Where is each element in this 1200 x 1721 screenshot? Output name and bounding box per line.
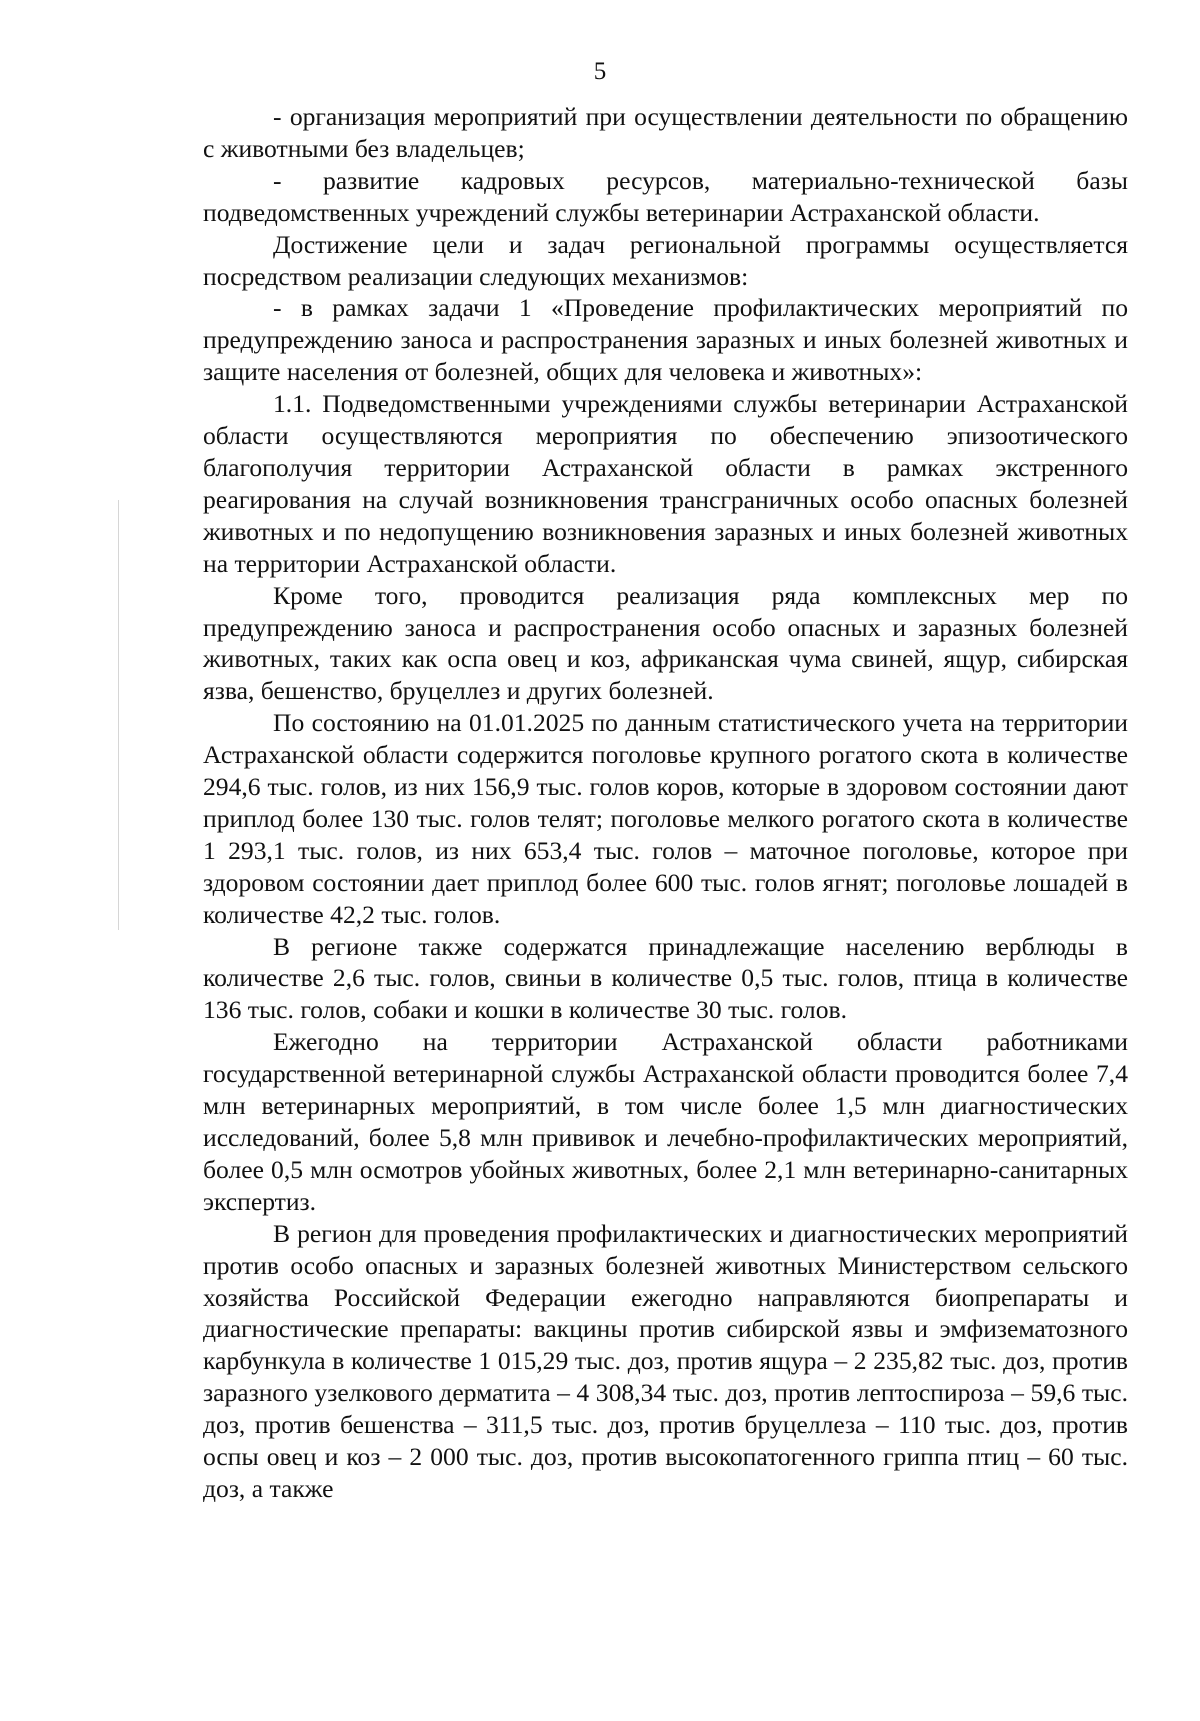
body-text xyxy=(203,101,1128,1505)
paragraph: - развитие кадровых ресурсов, материально-технической базы подведомственных учреждений службы ветеринарии Астраханской области. xyxy=(203,165,1128,227)
paragraph: - организация мероприятий при осуществлении деятельности по обращению с животными без владельцев; xyxy=(203,102,1128,163)
paragraph: - в рамках задачи 1 «Проведение профилактических мероприятий по предупреждению заноса и распространения заразных и иных болезней животных и защите населения от болезней, общих для человека и животных»: xyxy=(203,293,1128,387)
paragraph: Ежегодно на территории Астраханской области работниками государственной ветеринарной службы Астраханской области проводится более 7,4 млн ветеринарных мероприятий, в том числе более 1,5 млн диагностических исследований, более 5,8 млн прививок и лечебно-профилактических мероприятий, более 0,5 млн осмотров убойных животных, более 2,1 млн ветеринарно-санитарных экспертиз. xyxy=(203,1027,1128,1216)
paragraph: Кроме того, проводится реализация ряда комплексных мер по предупреждению заноса и распространения особо опасных и заразных болезней животных, таких как оспа овец и коз, африканская чума свиней, ящур, сибирская язва, бешенство, бруцеллез и других болезней. xyxy=(203,580,1128,706)
scan-margin-line xyxy=(118,500,119,930)
paragraph: В регион для проведения профилактических и диагностических мероприятий против особо опасных и заразных болезней животных Министерством сельского хозяйства Российской Федерации ежегодно направляются биопрепараты и диагностические препараты: вакцины против сибирской язвы и эмфизематозного карбункула в количестве 1 015,29 тыс. доз, против ящура – 2 235,82 тыс. доз, против заразного узелкового дерматита – 4 308,34 тыс. доз, против лептоспироза – 59,6 тыс. доз, против бешенства – 311,5 тыс. доз, против бруцеллеза – 110 тыс. доз, против оспы овец и коз – 2 000 тыс. доз, против высокопатогенного гриппа птиц – 60 тыс. доз, а также xyxy=(203,1218,1128,1503)
paragraph: Достижение цели и задач региональной программы осуществляется посредством реализации следующих механизмов: xyxy=(203,229,1128,291)
paragraph: 1.1. Подведомственными учреждениями службы ветеринарии Астраханской области осуществляются мероприятия по обеспечению эпизоотического благополучия территории Астраханской области в рамках экстренного реагирования на случай возникновения трансграничных особо опасных болезней животных и по недопущению возникновения заразных и иных болезней животных на территории Астраханской области. xyxy=(203,389,1128,578)
page-number: 5 xyxy=(593,58,607,85)
paragraph: В регионе также содержатся принадлежащие населению верблюды в количестве 2,6 тыс. голов, свиньи в количестве 0,5 тыс. голов, птица в количестве 136 тыс. голов, собаки и кошки в количестве 30 тыс. голов. xyxy=(203,931,1128,1025)
paragraph: По состоянию на 01.01.2025 по данным статистического учета на территории Астраханской области содержится поголовье крупного рогатого скота в количестве 294,6 тыс. голов, из них 156,9 тыс. голов коров, которые в здоровом состоянии дают приплод более 130 тыс. голов телят; поголовье мелкого рогатого скота в количестве 1 293,1 тыс. голов, из них 653,4 тыс. голов – маточное поголовье, которое при здоровом состоянии дает приплод более 600 тыс. голов ягнят; поголовье лошадей в количестве 42,2 тыс. голов. xyxy=(203,708,1128,929)
